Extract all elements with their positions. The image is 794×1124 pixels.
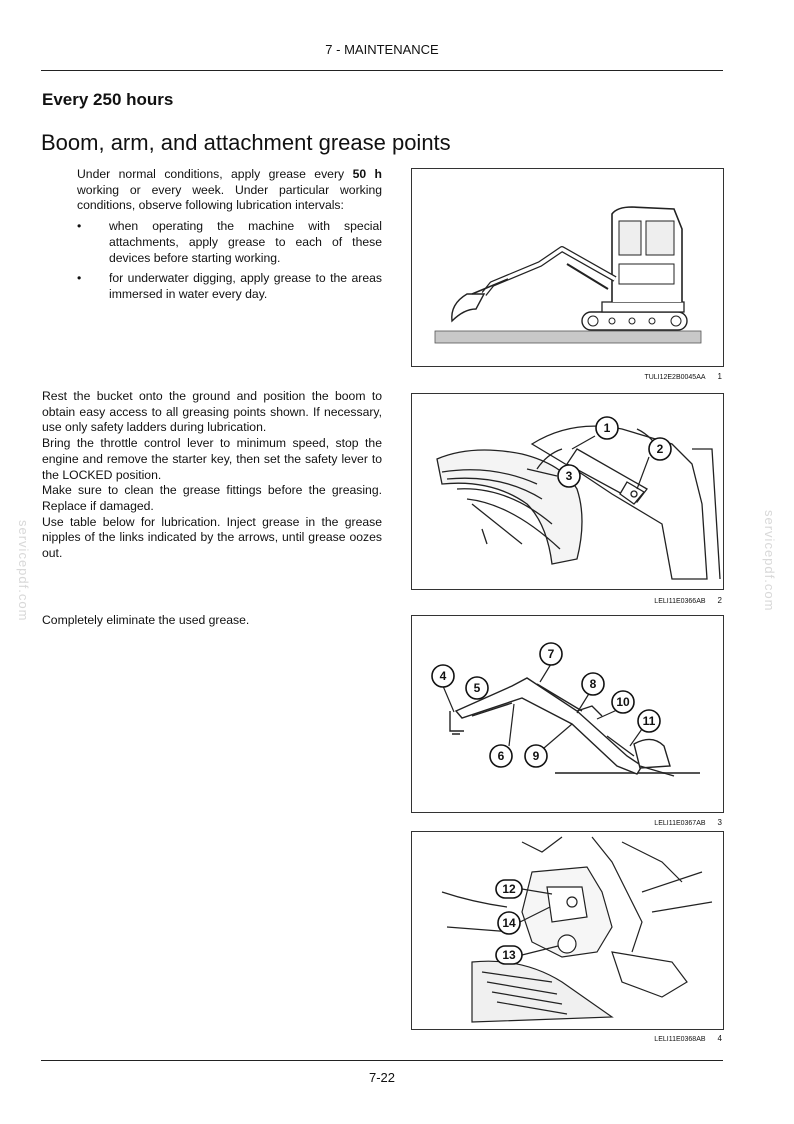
- figure-4-grease-points: [411, 831, 724, 1030]
- figure-4-caption: [411, 1034, 722, 1043]
- intro-bullet-list: [77, 219, 382, 303]
- boom-arm-diagram: [412, 616, 723, 812]
- callout-8: [582, 673, 604, 695]
- svg-text:10: 10: [616, 695, 630, 709]
- svg-text:12: 12: [502, 882, 516, 896]
- intro-paragraph: Under normal conditions, apply grease every 50 h working or every week. Under particular working conditions, observe following lubrication intervals:: [77, 167, 383, 213]
- figure-2-grease-points: [411, 393, 724, 590]
- grease-interval: 50 h: [352, 167, 383, 181]
- callout-12: [496, 880, 522, 898]
- figure-1-excavator: [411, 168, 724, 367]
- figure-3-caption: [411, 818, 722, 827]
- page-number: 7-22: [368, 1070, 396, 1085]
- callout-14: [498, 912, 520, 934]
- callout-4: [432, 665, 454, 687]
- figure-2-caption: [411, 596, 722, 605]
- callout-2: [649, 438, 671, 460]
- watermark-left: servicepdf.com: [16, 520, 31, 622]
- callout-9: [525, 745, 547, 767]
- swing-bracket-illustration: [412, 832, 723, 1029]
- callout-7: [540, 643, 562, 665]
- figure-2-code: LELI11E0366AB: [654, 598, 706, 605]
- figure-4-number: 4: [717, 1034, 722, 1043]
- svg-text:2: 2: [656, 442, 664, 456]
- instruction-paragraph: Bring the throttle control lever to minimum speed, stop the engine and remove the starter key, then set the safety lever to the LOCKED position.: [42, 436, 382, 482]
- footer-rule: [41, 1060, 723, 1061]
- svg-text:6: 6: [497, 749, 505, 763]
- figure-3-grease-points: [411, 615, 724, 813]
- callout-1: [596, 417, 618, 439]
- section-heading: Every 250 hours: [42, 90, 174, 109]
- intro-block: [77, 167, 382, 303]
- svg-text:13: 13: [502, 948, 516, 962]
- callout-11: [638, 710, 660, 732]
- figure-3-code: LELI11E0367AB: [654, 820, 706, 827]
- callout-10: [612, 691, 634, 713]
- svg-text:14: 14: [502, 916, 516, 930]
- svg-text:8: 8: [589, 677, 597, 691]
- instruction-paragraph: Make sure to clean the grease fittings before the greasing. Replace if damaged.: [42, 483, 382, 513]
- callout-5: [466, 677, 488, 699]
- figure-1-caption: [411, 372, 722, 381]
- figure-4-code: LELI11E0368AB: [654, 1036, 706, 1043]
- svg-text:3: 3: [565, 469, 573, 483]
- svg-text:4: 4: [439, 669, 447, 683]
- instruction-paragraph: Use table below for lubrication. Inject grease in the grease nipples of the links indicated by the arrows, until grease oozes out.: [42, 514, 382, 561]
- final-note: Completely eliminate the used grease.: [42, 613, 250, 627]
- chapter-header: 7 - MAINTENANCE: [325, 42, 439, 57]
- figure-3-number: 3: [717, 818, 722, 827]
- svg-text:5: 5: [473, 681, 481, 695]
- svg-text:1: 1: [603, 421, 611, 435]
- callout-6: [490, 745, 512, 767]
- boom-base-illustration: [412, 394, 723, 589]
- watermark-right: servicepdf.com: [762, 510, 777, 612]
- page-title: Boom, arm, and attachment grease points: [41, 130, 451, 155]
- instructions-block: [42, 389, 382, 562]
- callout-13: [496, 946, 522, 964]
- figure-1-number: 1: [717, 372, 722, 381]
- callout-3: [558, 465, 580, 487]
- svg-text:7: 7: [547, 647, 555, 661]
- instruction-paragraph: Rest the bucket onto the ground and position the boom to obtain easy access to all greasing points shown. If necessary, use only safety ladders during lubrication.: [42, 389, 382, 435]
- bullet-item: • when operating the machine with special attachments, apply grease to each of these devices before starting working.: [77, 219, 382, 266]
- svg-text:11: 11: [642, 714, 656, 728]
- svg-text:9: 9: [532, 749, 540, 763]
- figure-1-code: TULI12E2B0045AA: [644, 374, 706, 381]
- excavator-illustration: [412, 169, 723, 366]
- header-rule: [41, 70, 723, 71]
- bullet-item: • for underwater digging, apply grease to the areas immersed in water every day.: [77, 271, 382, 302]
- figure-2-number: 2: [717, 596, 722, 605]
